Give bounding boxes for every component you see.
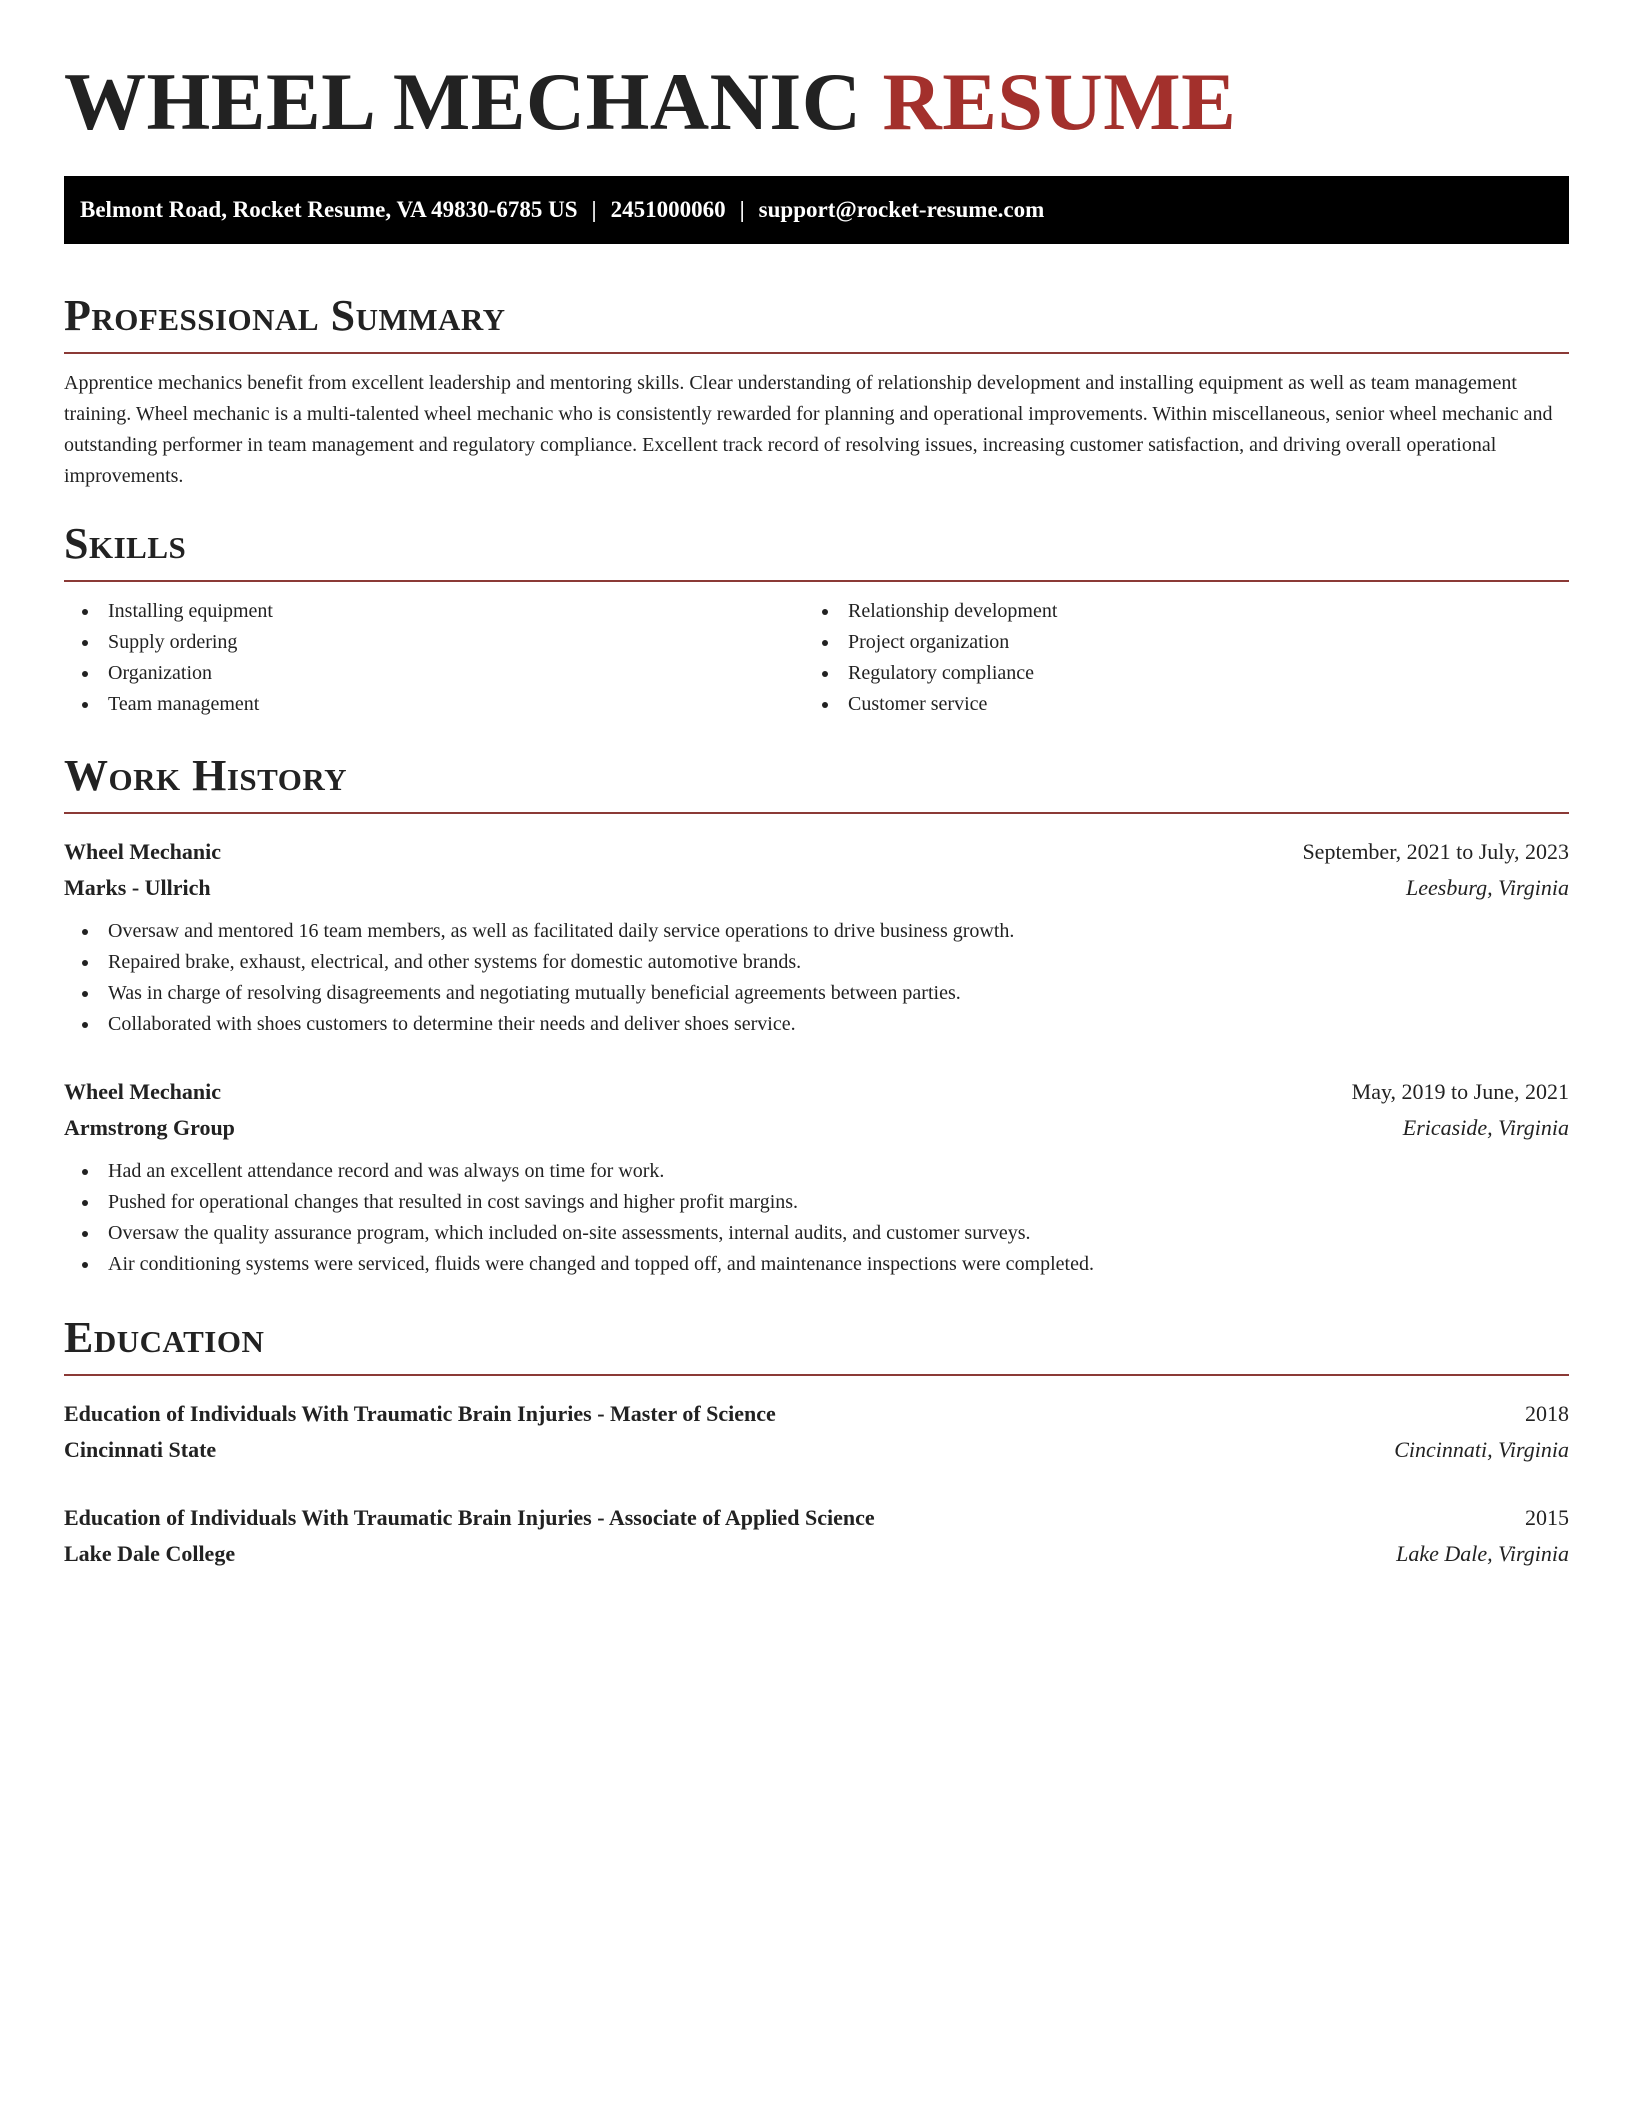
job-entry	[64, 1074, 1569, 1280]
education-heading: Education	[64, 1310, 1569, 1376]
contact-bar	[64, 176, 1569, 244]
skill-item: Organization	[64, 658, 804, 689]
job-duties	[64, 916, 1569, 1040]
job-dates: May, 2019 to June, 2021	[1351, 1079, 1569, 1104]
summary-text: Apprentice mechanics benefit from excellent leadership and mentoring skills. Clear understanding of relationship development and installing equipment as well as team management training. Wheel mechanic is a multi-talented wheel mechanic who is consistently rewarded for planning and operational improvements. Within miscellaneous, senior wheel mechanic and outstanding performer in team management and regulatory compliance. Excellent track record of resolving issues, increasing customer satisfaction, and driving overall operational improvements.	[64, 372, 1553, 487]
job-title: Wheel Mechanic	[64, 839, 222, 864]
job-duty-item: Collaborated with shoes customers to determine their needs and deliver shoes service.	[64, 1009, 1569, 1040]
job-location: Ericaside, Virginia	[1402, 1115, 1569, 1140]
education-entry	[64, 1500, 1569, 1572]
job-duty-item: Had an excellent attendance record and was always on time for work.	[64, 1156, 1569, 1187]
skills-list	[64, 596, 1569, 720]
education-entry	[64, 1396, 1569, 1468]
skills-heading: Skills	[64, 516, 1569, 582]
job-duty-item: Was in charge of resolving disagreements and negotiating mutually beneficial agreements between parties.	[64, 978, 1569, 1009]
contact-separator: |	[739, 197, 745, 222]
skill-item: Installing equipment	[64, 596, 804, 627]
skills-column-left	[64, 596, 804, 720]
job-duty-item: Oversaw the quality assurance program, which included on-site assessments, internal audits, and customer surveys.	[64, 1218, 1569, 1249]
resume-page	[64, 0, 1569, 1572]
education-school: Cincinnati State	[64, 1437, 217, 1462]
job-company: Marks - Ullrich	[64, 875, 211, 900]
job-duty-item: Air conditioning systems were serviced, fluids were changed and topped off, and maintenance inspections were completed.	[64, 1249, 1569, 1280]
title-main: WHEEL MECHANIC	[64, 56, 862, 147]
education-school: Lake Dale College	[64, 1541, 236, 1566]
skill-item: Project organization	[804, 627, 1544, 658]
job-entry	[64, 834, 1569, 1040]
education-location: Cincinnati, Virginia	[1394, 1437, 1569, 1462]
skill-item: Supply ordering	[64, 627, 804, 658]
skill-item: Team management	[64, 689, 804, 720]
job-dates: September, 2021 to July, 2023	[1302, 839, 1569, 864]
skills-column-right	[804, 596, 1544, 720]
education-year: 2018	[1525, 1401, 1569, 1426]
title-accent: RESUME	[882, 56, 1237, 147]
summary-heading: Professional Summary	[64, 288, 1569, 354]
resume-title	[64, 0, 1569, 152]
job-company: Armstrong Group	[64, 1115, 235, 1140]
work-history-heading: Work History	[64, 748, 1569, 814]
education-degree: Education of Individuals With Traumatic Brain Injuries - Associate of Applied Science	[64, 1505, 875, 1530]
job-duty-item: Oversaw and mentored 16 team members, as well as facilitated daily service operations to drive business growth.	[64, 916, 1569, 947]
skill-item: Regulatory compliance	[804, 658, 1544, 689]
education-location: Lake Dale, Virginia	[1396, 1541, 1569, 1566]
contact-address: Belmont Road, Rocket Resume, VA 49830-6785 US	[80, 197, 578, 222]
contact-phone: 2451000060	[610, 197, 726, 222]
job-location: Leesburg, Virginia	[1406, 875, 1569, 900]
job-duty-item: Repaired brake, exhaust, electrical, and other systems for domestic automotive brands.	[64, 947, 1569, 978]
education-year: 2015	[1525, 1505, 1569, 1530]
education-degree: Education of Individuals With Traumatic Brain Injuries - Master of Science	[64, 1401, 776, 1426]
contact-separator: |	[591, 197, 597, 222]
skill-item: Customer service	[804, 689, 1544, 720]
job-duties	[64, 1156, 1569, 1280]
job-duty-item: Pushed for operational changes that resulted in cost savings and higher profit margins.	[64, 1187, 1569, 1218]
job-title: Wheel Mechanic	[64, 1079, 222, 1104]
skill-item: Relationship development	[804, 596, 1544, 627]
contact-email: support@rocket-resume.com	[758, 197, 1045, 222]
